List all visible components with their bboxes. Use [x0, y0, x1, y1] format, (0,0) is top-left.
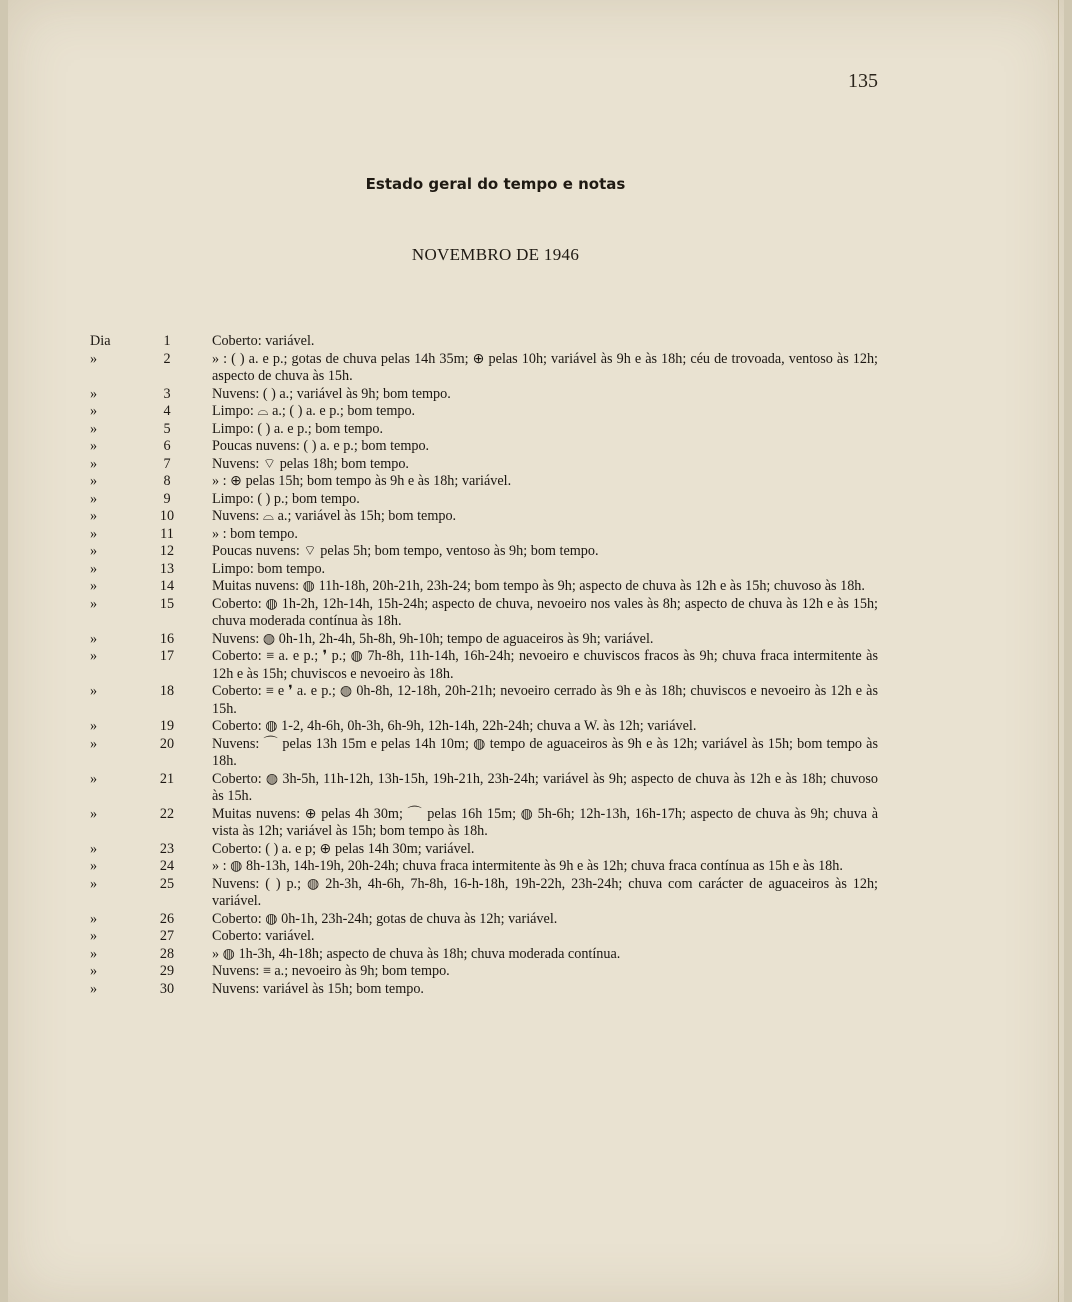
entry-day-5: [8, 421, 1064, 439]
entry-text: Coberto: ◍ 0h-1h, 23h-24h; gotas de chuva às 12h; variável.: [212, 910, 558, 927]
entry-text: Coberto: ◍ 1-2, 4h-6h, 0h-3h, 6h-9h, 12h-14h, 22h-24h; chuva a W. às 12h; variável.: [212, 718, 697, 734]
entry-day: 25: [159, 875, 175, 892]
page-number: 135: [848, 70, 878, 92]
entry-mark: »: [90, 928, 98, 944]
entry-day-10: [8, 508, 1064, 526]
entry-mark: »: [90, 560, 98, 577]
entry-day: 29: [159, 963, 175, 979]
entry-mark: »: [90, 875, 98, 892]
entry-day: 15: [159, 595, 175, 612]
entry-mark: »: [90, 683, 98, 699]
entry-day: 18: [159, 683, 175, 699]
document-page: [8, 0, 1064, 1302]
entry-day: 2: [163, 350, 171, 367]
entry-mark: »: [90, 508, 98, 524]
entry-day-2: [8, 351, 1064, 386]
entry-day: 19: [159, 718, 175, 734]
entry-text: Limpo: ( ) p.; bom tempo.: [212, 490, 360, 507]
entry-day-20: [8, 736, 1064, 771]
entry-day: 12: [159, 543, 175, 559]
entry-mark: »: [90, 945, 98, 962]
entry-day-12: [8, 543, 1064, 561]
entry-day: 13: [159, 560, 175, 577]
entry-text: Nuvens: variável às 15h; bom tempo.: [212, 980, 424, 997]
entry-text: Nuvens: ≡ a.; nevoeiro às 9h; bom tempo.: [212, 963, 450, 979]
entry-text: Nuvens: ( ) p.; ◍ 2h-3h, 4h-6h, 7h-8h, 16-h-18h, 19h-22h, 23h-24h; chuva com carácter de aguaceiros às 12h; variável.: [212, 875, 878, 909]
entry-mark: »: [90, 385, 98, 402]
entry-text: Limpo: ⌓ a.; ( ) a. e p.; bom tempo.: [212, 403, 416, 419]
entry-text: Coberto: ≡ a. e p.; ❜ p.; ◍ 7h-8h, 11h-14h, 16h-24h; nevoeiro e chuviscos fracos às 9h; chuva fraca intermitente às 12h e às 15h; chuviscos e nevoeiro às 18h.: [212, 648, 878, 682]
entry-mark: »: [90, 980, 98, 997]
page-subtitle: NOVEMBRO DE 1946: [411, 245, 580, 264]
entry-day-26: [8, 911, 1064, 929]
entry-day-16: [8, 631, 1064, 649]
weather-entries-list: [8, 333, 1064, 998]
entry-day-25: [8, 876, 1064, 911]
entry-day-15: [8, 596, 1064, 631]
entry-mark: »: [90, 805, 98, 822]
entry-mark: »: [90, 963, 98, 979]
entry-text: Coberto: ≡ e ❜ a. e p.; ◍ 0h-8h, 12-18h, 20h-21h; nevoeiro cerrado às 9h e às 18h; chuviscos e nevoeiro às 12h e às 15h.: [212, 683, 878, 717]
entry-day-7: [8, 456, 1064, 474]
entry-day-18: [8, 683, 1064, 718]
entry-mark: »: [90, 455, 98, 472]
entry-mark: »: [90, 403, 98, 419]
entry-text: » : ◍ 8h-13h, 14h-19h, 20h-24h; chuva fraca intermitente às 9h e às 12h; chuva fraca contínua as 15h e às 18h.: [212, 858, 843, 874]
entry-text: Coberto: variável.: [212, 928, 315, 944]
entry-day-30: [8, 981, 1064, 999]
entry-text: Coberto: ( ) a. e p; ⊕ pelas 14h 30m; variável.: [212, 840, 475, 857]
entry-text: Limpo: ( ) a. e p.; bom tempo.: [212, 420, 384, 437]
entry-text: Muitas nuvens: ◍ 11h-18h, 20h-21h, 23h-24; bom tempo às 9h; aspecto de chuva às 12h e às 15h; chuvoso às 18h.: [212, 578, 865, 594]
entry-mark: »: [90, 543, 98, 559]
entry-day-11: [8, 526, 1064, 544]
entry-mark: »: [90, 770, 98, 787]
entry-text: » : ⊕ pelas 15h; bom tempo às 9h e às 18h; variável.: [212, 473, 512, 489]
entry-day: 16: [159, 630, 175, 647]
entry-day: 27: [159, 928, 175, 944]
entry-day-23: [8, 841, 1064, 859]
entry-day: 5: [163, 420, 171, 437]
entry-mark: »: [90, 350, 98, 367]
entry-day: 1: [163, 333, 171, 349]
entry-day-13: [8, 561, 1064, 579]
entry-mark: »: [90, 840, 98, 857]
entry-mark: »: [90, 910, 98, 927]
entry-text: Muitas nuvens: ⊕ pelas 4h 30m; ⌒ pelas 16h 15m; ◍ 5h-6h; 12h-13h, 16h-17h; aspecto de chuva às 9h; chuva à vista às 12h; variável às 15h; bom tempo às 18h.: [212, 805, 878, 839]
entry-day-27: [8, 928, 1064, 946]
entry-day: 21: [159, 770, 175, 787]
entry-text: » : bom tempo.: [212, 525, 298, 542]
entry-text: Nuvens: ⌔ pelas 18h; bom tempo.: [212, 455, 409, 472]
entry-day-6: [8, 438, 1064, 456]
entry-day-24: [8, 858, 1064, 876]
entry-text: Poucas nuvens: ( ) a. e p.; bom tempo.: [212, 438, 430, 454]
entry-day: 22: [159, 805, 175, 822]
entry-day: 3: [163, 385, 171, 402]
entry-text: Limpo: bom tempo.: [212, 560, 326, 577]
entry-mark: »: [90, 438, 98, 454]
entry-mark: »: [90, 858, 98, 874]
entry-text: Nuvens: ◍ 0h-1h, 2h-4h, 5h-8h, 9h-10h; tempo de aguaceiros às 9h; variável.: [212, 630, 654, 647]
entry-mark: »: [90, 578, 98, 594]
entry-mark: Dia: [90, 333, 111, 349]
entry-day: 26: [159, 910, 175, 927]
entry-day-22: [8, 806, 1064, 841]
entry-day: 4: [163, 403, 171, 419]
entry-day-9: [8, 491, 1064, 509]
entry-day-21: [8, 771, 1064, 806]
entry-mark: »: [90, 525, 98, 542]
entry-text: Coberto: ◍ 3h-5h, 11h-12h, 13h-15h, 19h-21h, 23h-24h; variável às 9h; aspecto de chuva às 12h e às 18h; chuvoso às 15h.: [212, 770, 878, 804]
entry-mark: »: [90, 630, 98, 647]
entry-day: 23: [159, 840, 175, 857]
entry-text: Nuvens: ⌓ a.; variável às 15h; bom tempo.: [212, 508, 457, 524]
entry-text: Coberto: ◍ 1h-2h, 12h-14h, 15h-24h; aspecto de chuva, nevoeiro nos vales às 8h; aspecto de chuva às 12h e às 15h; chuva moderada contínua às 18h.: [212, 595, 878, 629]
entry-day-19: [8, 718, 1064, 736]
entry-day: 11: [160, 525, 174, 542]
entry-day-17: [8, 648, 1064, 683]
entry-text: » ◍ 1h-3h, 4h-18h; aspecto de chuva às 18h; chuva moderada contínua.: [212, 945, 621, 962]
entry-day: 14: [159, 578, 175, 594]
page-title: Estado geral do tempo e notas: [365, 175, 626, 193]
entry-mark: »: [90, 595, 98, 612]
entry-text: » : ( ) a. e p.; gotas de chuva pelas 14h 35m; ⊕ pelas 10h; variável às 9h e às 18h; céu de trovoada, ventoso às 12h; aspecto de chuva às 15h.: [212, 350, 878, 384]
entry-mark: »: [90, 473, 98, 489]
entry-mark: »: [90, 490, 98, 507]
entry-text: Nuvens: ⌒ pelas 13h 15m e pelas 14h 10m; ◍ tempo de aguaceiros às 9h e às 12h; variável às 15h; bom tempo às 18h.: [212, 735, 878, 769]
entry-day-1: [8, 333, 1064, 351]
entry-day: 20: [159, 735, 175, 752]
entry-day: 9: [163, 490, 171, 507]
entry-text: Coberto: variável.: [212, 333, 315, 349]
entry-day-28: [8, 946, 1064, 964]
entry-day: 28: [159, 945, 175, 962]
entry-day: 24: [159, 858, 175, 874]
entry-day: 7: [163, 455, 171, 472]
entry-day: 30: [159, 980, 175, 997]
entry-day-8: [8, 473, 1064, 491]
entry-mark: »: [90, 648, 98, 664]
entry-day-3: [8, 386, 1064, 404]
entry-text: Nuvens: ( ) a.; variável às 9h; bom tempo.: [212, 385, 451, 402]
entry-day: 17: [159, 648, 175, 664]
entry-mark: »: [90, 735, 98, 752]
entry-day-29: [8, 963, 1064, 981]
entry-mark: »: [90, 718, 98, 734]
entry-day-14: [8, 578, 1064, 596]
entry-text: Poucas nuvens: ⌔ pelas 5h; bom tempo, ventoso às 9h; bom tempo.: [212, 543, 599, 559]
entry-day: 6: [163, 438, 171, 454]
entry-day: 8: [163, 473, 171, 489]
entry-day-4: [8, 403, 1064, 421]
entry-mark: »: [90, 420, 98, 437]
entry-day: 10: [159, 508, 175, 524]
